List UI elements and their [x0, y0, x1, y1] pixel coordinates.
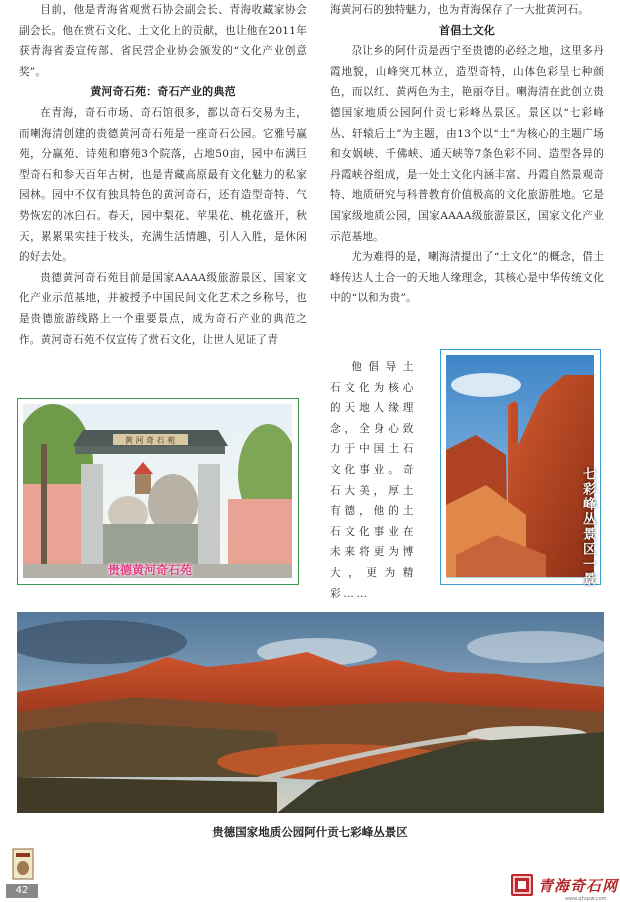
garden-photo-frame [17, 398, 299, 585]
left-paragraph-1: 目前，他是青海省观赏石协会副会长、青海收藏家协会副会长。他在赏石文化、土文化上的贡献，也让他在2011年获青海省委宣传部、省民营企业协会颁发的“文化产业创意奖”。 [19, 4, 307, 78]
right-paragraph-1: 尕让乡的阿什贡是西宁至贵德的必经之地，这里多丹霞地貌，山峰突兀林立，造型奇特，山体色彩呈七种颜色，而以红、黄两色为主，艳丽夺目。喇海清在此创立贵德国家地质公园阿什贡七彩峰丛景区。景区以“七彩峰丛、轩辕后土”为主题，由13个以“土”为核心的主题广场和女娲峡、千佛峡、通天峡等7条色彩不同、造型各异的丹霞峡谷组成，是一处土文化内涵丰富、丹霞自然景观奇特、地质研究与科普教育价值极高的文化旅游胜地。它是国家级地质公园，国家AAAA级旅游景区，国家文化产业示范基地。 [330, 45, 604, 243]
right-paragraph-2: 尤为难得的是，喇海清提出了“土文化”的概念，借土峰传达人土合一的天地人缘理念，其核心是中华传统文化中的“以和为贵”。 [330, 251, 604, 305]
right-paragraph-3: 他倡导土石文化为核心的天地人缘理念，全身心致力于中国土石文化事业。奇石大美，厚土有德，他的土石文化事业在未来将更为博大，更为精彩…… [330, 361, 416, 600]
section-heading-garden: 黄河奇石苑：奇石产业的典范 [90, 85, 236, 99]
right-paragraph-0: 海黄河石的独特魅力，也为青海保存了一大批黄河石。 [330, 4, 590, 16]
section-heading-earth-culture: 首倡土文化 [439, 23, 495, 37]
garden-photo [23, 404, 292, 578]
seal-icon [510, 873, 534, 897]
left-column [19, 0, 307, 350]
panorama-photo [17, 612, 604, 813]
peak-photo-frame [440, 349, 601, 585]
left-paragraph-2: 在青海，奇石市场、奇石馆很多，都以奇石交易为主，而喇海清创建的贵德黄河奇石苑是一座奇石公园。它雅号赢苑，分赢苑、诗苑和磨苑3个院落，占地50亩，园中布满巨型奇石和参天百年古树，也是青藏高原最有文化魅力的私家园林。园中不仅有独具特色的黄河奇石，还有造型奇特、气势恢宏的冰臼石。春天，园中梨花、苹果花、桃花盛开，秋天，累累果实挂于枝头，充满生活情趣，引人入胜，是休闲的好去处。 [19, 106, 307, 264]
peak-photo-caption: 七彩峰丛景区一景 [580, 467, 595, 587]
garden-photo-caption: 贵德黄河奇石苑 [108, 563, 193, 577]
panorama-caption: 贵德国家地质公园阿什贡七彩峰丛景区 [212, 825, 408, 839]
peak-photo [446, 355, 594, 578]
left-paragraph-3: 贵德黄河奇石苑目前是国家AAAA级旅游景区、国家文化产业示范基地，并被授予中国民间文化艺术之乡称号，也是贵德旅游线路上一个重要景点，成为奇石产业的典范之作。黄河奇石苑不仅宣传了赏石文化，让世人见证了青 [19, 271, 307, 346]
page-number: 42 [6, 884, 38, 898]
brand-url: www.qhqsw.com [565, 896, 607, 902]
magazine-logo-icon [12, 848, 34, 880]
brand-logo [510, 872, 618, 898]
gate-plaque: 黄 河 奇 石 苑 [124, 436, 176, 445]
right-column [330, 0, 604, 309]
narrow-text-block [330, 357, 416, 604]
brand-name: 青海奇石网 [538, 876, 619, 895]
